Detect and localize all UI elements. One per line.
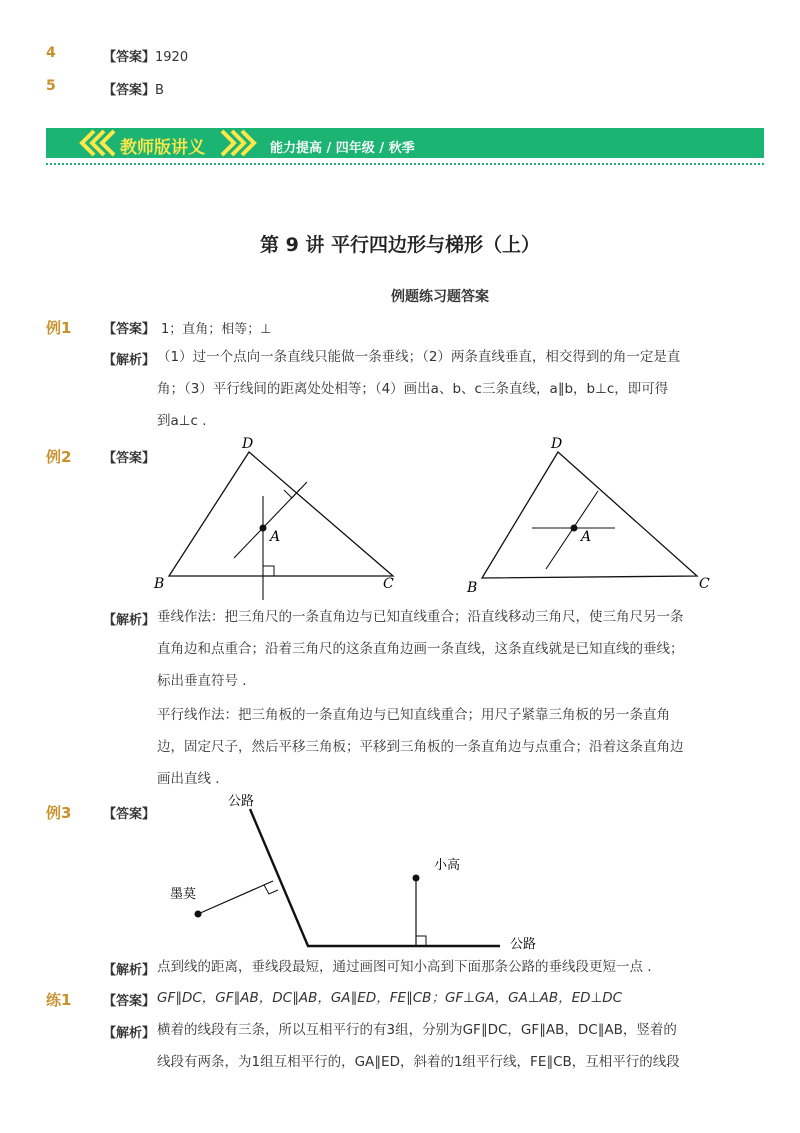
answer-5-bracket: 【答案】 [103, 83, 156, 98]
fig1-label-d: D [242, 436, 254, 452]
fig1-label-a: A [270, 529, 281, 545]
moying-perpendicular [198, 881, 273, 914]
lecture-subtitle: 例题练习题答案 [391, 289, 489, 305]
xiaogao-label: 小高 [434, 858, 461, 873]
right-angle-mark-2 [263, 566, 274, 576]
ex2-analysis-line-4: 平行线作法：把三角板的一条直角边与已知直线重合；用尺子紧靠三角板的另一条直角 [157, 707, 670, 723]
answer-4-bracket: 【答案】 [103, 50, 156, 65]
ex1-label: 例1 [46, 319, 72, 337]
fig1-label-c: C [383, 576, 394, 592]
lian1-analysis-bracket: 【解析】 [103, 1026, 156, 1041]
ex3-analysis: 点到线的距离，垂线段最短，通过画图可知小高到下面那条公路的垂线段更短一点 . [157, 959, 652, 975]
ex2-figure-parallel [460, 430, 720, 600]
lecture-title: 第 9 讲 平行四边形与梯形（上） [259, 234, 541, 256]
point-a [260, 525, 267, 532]
ex3-answer-bracket: 【答案】 [103, 807, 156, 822]
lian1-answer-bracket: 【答案】 [103, 994, 156, 1009]
answer-4-line [103, 46, 188, 65]
right-angle-mark-4 [416, 936, 426, 946]
double-chevron-left-icon [82, 131, 114, 155]
ex1-analysis-line-1: （1）过一个点向一条直线只能做一条垂线；（2）两条直线垂直，相交得到的角一定是直 [157, 349, 681, 365]
ex2-analysis-line-2: 直角边和点重合；沿着三角尺的这条直角边画一条直线，这条直线就是已知直线的垂线； [157, 641, 684, 657]
ex1-answer: 1；直角；相等；⊥ [161, 322, 272, 337]
fig2-label-d: D [551, 436, 563, 452]
ex1-analysis-bracket: 【解析】 [103, 353, 156, 368]
ex3-figure-roads [160, 785, 560, 955]
ex1-analysis-line-2: 角；（3）平行线间的距离处处相等；（4）画出a、b、c三条直线，a∥b，b⊥c，即可得 [157, 381, 669, 397]
ex2-analysis-line-6: 画出直线 . [157, 771, 220, 787]
banner-dotted-divider [46, 163, 764, 165]
point-xiaogao [413, 875, 420, 882]
triangle-dbc [482, 452, 697, 578]
point-moying [195, 911, 202, 918]
ex2-figure-perpendicular [150, 430, 410, 600]
answer-5-number: 5 [46, 78, 56, 94]
road-label-top: 公路 [228, 794, 255, 809]
ex2-label: 例2 [46, 448, 72, 466]
road-line [250, 809, 500, 946]
triangle-dbc [169, 452, 393, 576]
fig2-label-c: C [699, 576, 710, 592]
moying-label: 墨莫 [170, 887, 197, 902]
lian1-label: 练1 [46, 991, 72, 1009]
ex2-answer-bracket: 【答案】 [103, 451, 156, 466]
lian1-analysis-line-1: 横着的线段有三条，所以互相平行的有3组，分别为GF∥DC，GF∥AB，DC∥AB，竖着的 [157, 1022, 677, 1038]
ex3-analysis-bracket: 【解析】 [103, 963, 156, 978]
road-label-bottom: 公路 [510, 937, 537, 952]
banner-breadcrumb: 能力提高 / 四年级 / 秋季 [270, 141, 415, 156]
double-chevron-right-icon [222, 131, 254, 155]
ex1-analysis-line-3: 到a⊥c . [157, 413, 207, 429]
answer-5-value: B [155, 83, 164, 98]
banner-title: 教师版讲义 [120, 138, 205, 158]
fig2-label-a: A [581, 529, 592, 545]
ex2-analysis-line-1: 垂线作法：把三角尺的一条直角边与已知直线重合；沿直线移动三角尺，使三角尺另一条 [157, 609, 684, 625]
ex3-answer-line [103, 803, 155, 822]
ex2-analysis-line-5: 边，固定尺子，然后平移三角板；平移到三角板的一条直角边与点重合；沿着这条直角边 [157, 739, 684, 755]
fig1-label-b: B [154, 576, 165, 592]
ex2-answer-line [103, 447, 155, 466]
right-angle-mark-3 [264, 885, 278, 894]
answer-5-line [103, 79, 164, 98]
lian1-analysis-line-2: 线段有两条，为1组互相平行的，GA∥ED，斜着的1组平行线，FE∥CB，互相平行的线段 [157, 1054, 680, 1070]
ex3-label: 例3 [46, 804, 72, 822]
ex2-analysis-bracket: 【解析】 [103, 613, 156, 628]
lian1-answer: GF∥DC，GF∥AB，DC∥AB，GA∥ED，FE∥CB；GF⊥GA，GA⊥AB，ED⊥DC [157, 990, 623, 1006]
point-a [571, 525, 578, 532]
answer-4-number: 4 [46, 45, 56, 61]
ex1-answer-line [103, 318, 272, 337]
ex2-analysis-line-3: 标出垂直符号 . [157, 673, 247, 689]
answer-4-value: 1920 [155, 50, 189, 65]
fig2-label-b: B [467, 580, 478, 596]
ex1-answer-bracket: 【答案】 [103, 322, 156, 337]
